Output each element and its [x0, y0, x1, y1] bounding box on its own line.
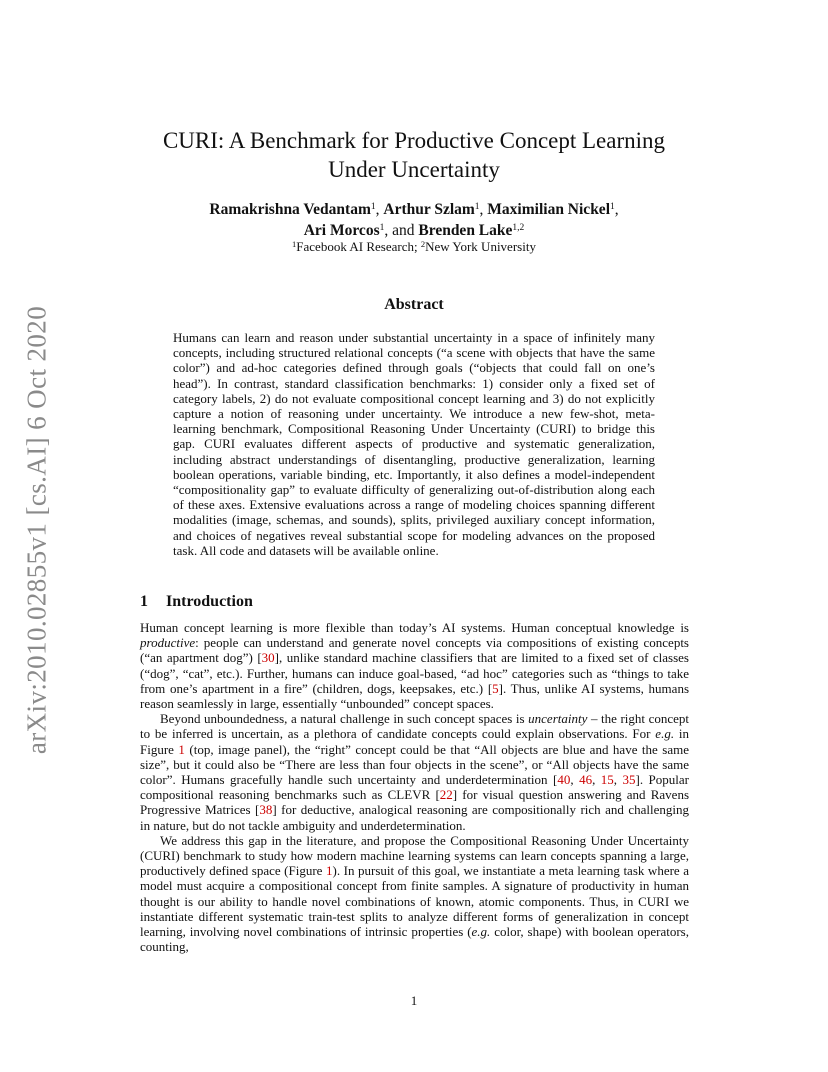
text-run: ] for visual question answering and Ravens Progressive Matrices [ [140, 787, 690, 818]
author-line-1: Ramakrishna Vedantam$^1$, Arthur Szlam$^1$, Maximilian Nickel$^1$, [209, 201, 619, 218]
affiliation-name: New York University [425, 239, 536, 254]
text-run: We address this gap in the literature, and propose the Compositional Reasoning Under Uncertainty (CURI) benchmark to study how modern machine learning systems can learn concepts spanning a large, productively defined space (Figure [140, 832, 689, 879]
text-run: ]. Popular compositional reasoning benchmarks such as CLEVR [ [140, 772, 689, 803]
section-number: 1 [140, 593, 148, 610]
paper-title [0, 126, 828, 184]
arxiv-identifier-stamp: arXiv:2010.02855v1 [cs.AI] 6 Oct 2020 [21, 305, 52, 755]
text-run: Beyond unboundedness, a natural challenge in such concept spaces is [160, 711, 529, 727]
text-run: : people can understand and generate novel concepts via compositions of existing concepts (“an apartment dog”) [ [140, 635, 689, 666]
title-line-2: Under Uncertainty [328, 157, 500, 182]
text-run: ], unlike standard machine classifiers that are limited to a fixed set of classes (“dog”, “cat”, etc.). Further, humans can induce goal-based, “ad hoc” categories such as “things to take from one’s apartment in a fire” (children, dogs, keepsakes, etc.) [ [140, 650, 689, 696]
emphasis: e.g. [471, 924, 491, 940]
text-run: in Figure [140, 726, 689, 757]
text-run: (top, image panel), the “right” concept could be that “All objects are blue and have the same size”, but it could also be “There are less than four objects in the scene”, or “All objects have the same color”. Humans gracefully handle such uncertainty and underdetermination [ [140, 741, 689, 788]
introduction-body [140, 620, 689, 954]
emphasis: uncertainty [528, 711, 588, 727]
separator: , [570, 772, 580, 788]
section-heading [140, 593, 253, 611]
section-title: Introduction [166, 593, 253, 610]
page-number: 1 [410, 993, 418, 1008]
author-list [0, 199, 828, 241]
text-run: – the right concept to be inferred is uncertain, as a plethora of candidate concepts could explain observations. For [140, 711, 689, 742]
abstract-heading: Abstract [384, 296, 444, 313]
citation-link[interactable]: 40 [557, 772, 571, 788]
citation-link[interactable]: 22 [439, 787, 453, 803]
citation-link[interactable]: 46 [579, 772, 593, 788]
author-name: Brenden Lake [418, 222, 513, 239]
citation-link[interactable]: 30 [261, 650, 275, 666]
author-name: Ramakrishna Vedantam [209, 201, 371, 218]
author-affiliation-mark: 1 [610, 202, 615, 212]
figure-link[interactable]: 1 [178, 741, 185, 757]
author-affiliation-mark: 1,2 [512, 223, 525, 233]
text-run: ]. Thus, unlike AI systems, humans reason seamlessly in large, essentially “unbounded” concept spaces. [140, 680, 689, 712]
abstract-text: Humans can learn and reason under substantial uncertainty in a space of infinitely many concepts, including structured relational concepts (“a scene with objects that have the same color”) and ad-hoc categories defined through goals (“objects that could fall on one’s head”). In contrast, standard classification benchmarks: 1) consider only a fixed set of category labels, 2) do not evaluate compositional concept learning and 3) do not explicitly capture a notion of reasoning under uncertainty. We introduce a new few-shot, meta-learning benchmark, Compositional Reasoning Under Uncertainty (CURI) to bridge this gap. CURI evaluates different aspects of productive and systematic generalization, including abstract understandings of disentangling, productive generalization, learning boolean operations, variable binding, etc. Importantly, it also defines a model-independent “compositionality gap” to evaluate difficulty of generalizing out-of-distribution along each of these axes. Extensive evaluations across a range of modeling choices spanning different modalities (image, schemas, and sounds), splits, privileged auxiliary concept information, and choices of negatives reveal substantial scope for modeling advances on the proposed task. All code and datasets will be available online. [173, 330, 655, 558]
figure-link[interactable]: 1 [326, 863, 333, 879]
text-run: ] for deductive, analogical reasoning are compositionally rich and challenging in nature, but do not tackle ambiguity and underdetermination. [140, 802, 689, 833]
text-run: Human concept learning is more flexible than today’s AI systems. Human conceptual knowledge is [140, 620, 689, 635]
author-name: Maximilian Nickel [487, 201, 610, 218]
affiliation-name: Facebook AI Research; [296, 239, 421, 254]
emphasis: e.g. [655, 726, 675, 742]
citation-link[interactable]: 15 [600, 772, 614, 788]
affiliation-mark: 2 [420, 239, 426, 249]
author-affiliation-mark: 1 [370, 202, 376, 212]
author-conjunction: , and [384, 222, 419, 239]
citation-link[interactable]: 5 [492, 680, 499, 696]
citation-link[interactable]: 38 [259, 802, 273, 818]
emphasis: productive [140, 635, 196, 651]
text-run: ). In pursuit of this goal, we instantiate a meta learning task where a model must acquire a compositional concept from finite samples. A signature of productivity in human thought is our ability to handle novel combinations of known, atomic components. Thus, in CURI we instantiate different systematic train-test splits to analyze different forms of generalization in concept learning, involving novel combinations of intrinsic properties ( [140, 863, 689, 940]
author-affiliation-mark: 1 [379, 223, 385, 233]
citation-link[interactable]: 35 [622, 772, 636, 788]
separator: , [592, 772, 601, 788]
separator: , [613, 772, 623, 788]
paragraph [140, 620, 689, 711]
affiliations [0, 239, 828, 255]
author-affiliation-mark: 1 [474, 202, 480, 212]
paragraph [140, 711, 689, 833]
paragraph [140, 833, 689, 955]
author-name: Arthur Szlam [383, 201, 475, 218]
affiliation-mark: 1 [292, 239, 297, 249]
text-run: color, shape) with boolean operators, counting, [140, 924, 689, 955]
author-name: Ari Morcos [303, 222, 380, 239]
title-line-1: CURI: A Benchmark for Productive Concept Learning [162, 128, 666, 153]
author-line-2 [0, 220, 828, 241]
